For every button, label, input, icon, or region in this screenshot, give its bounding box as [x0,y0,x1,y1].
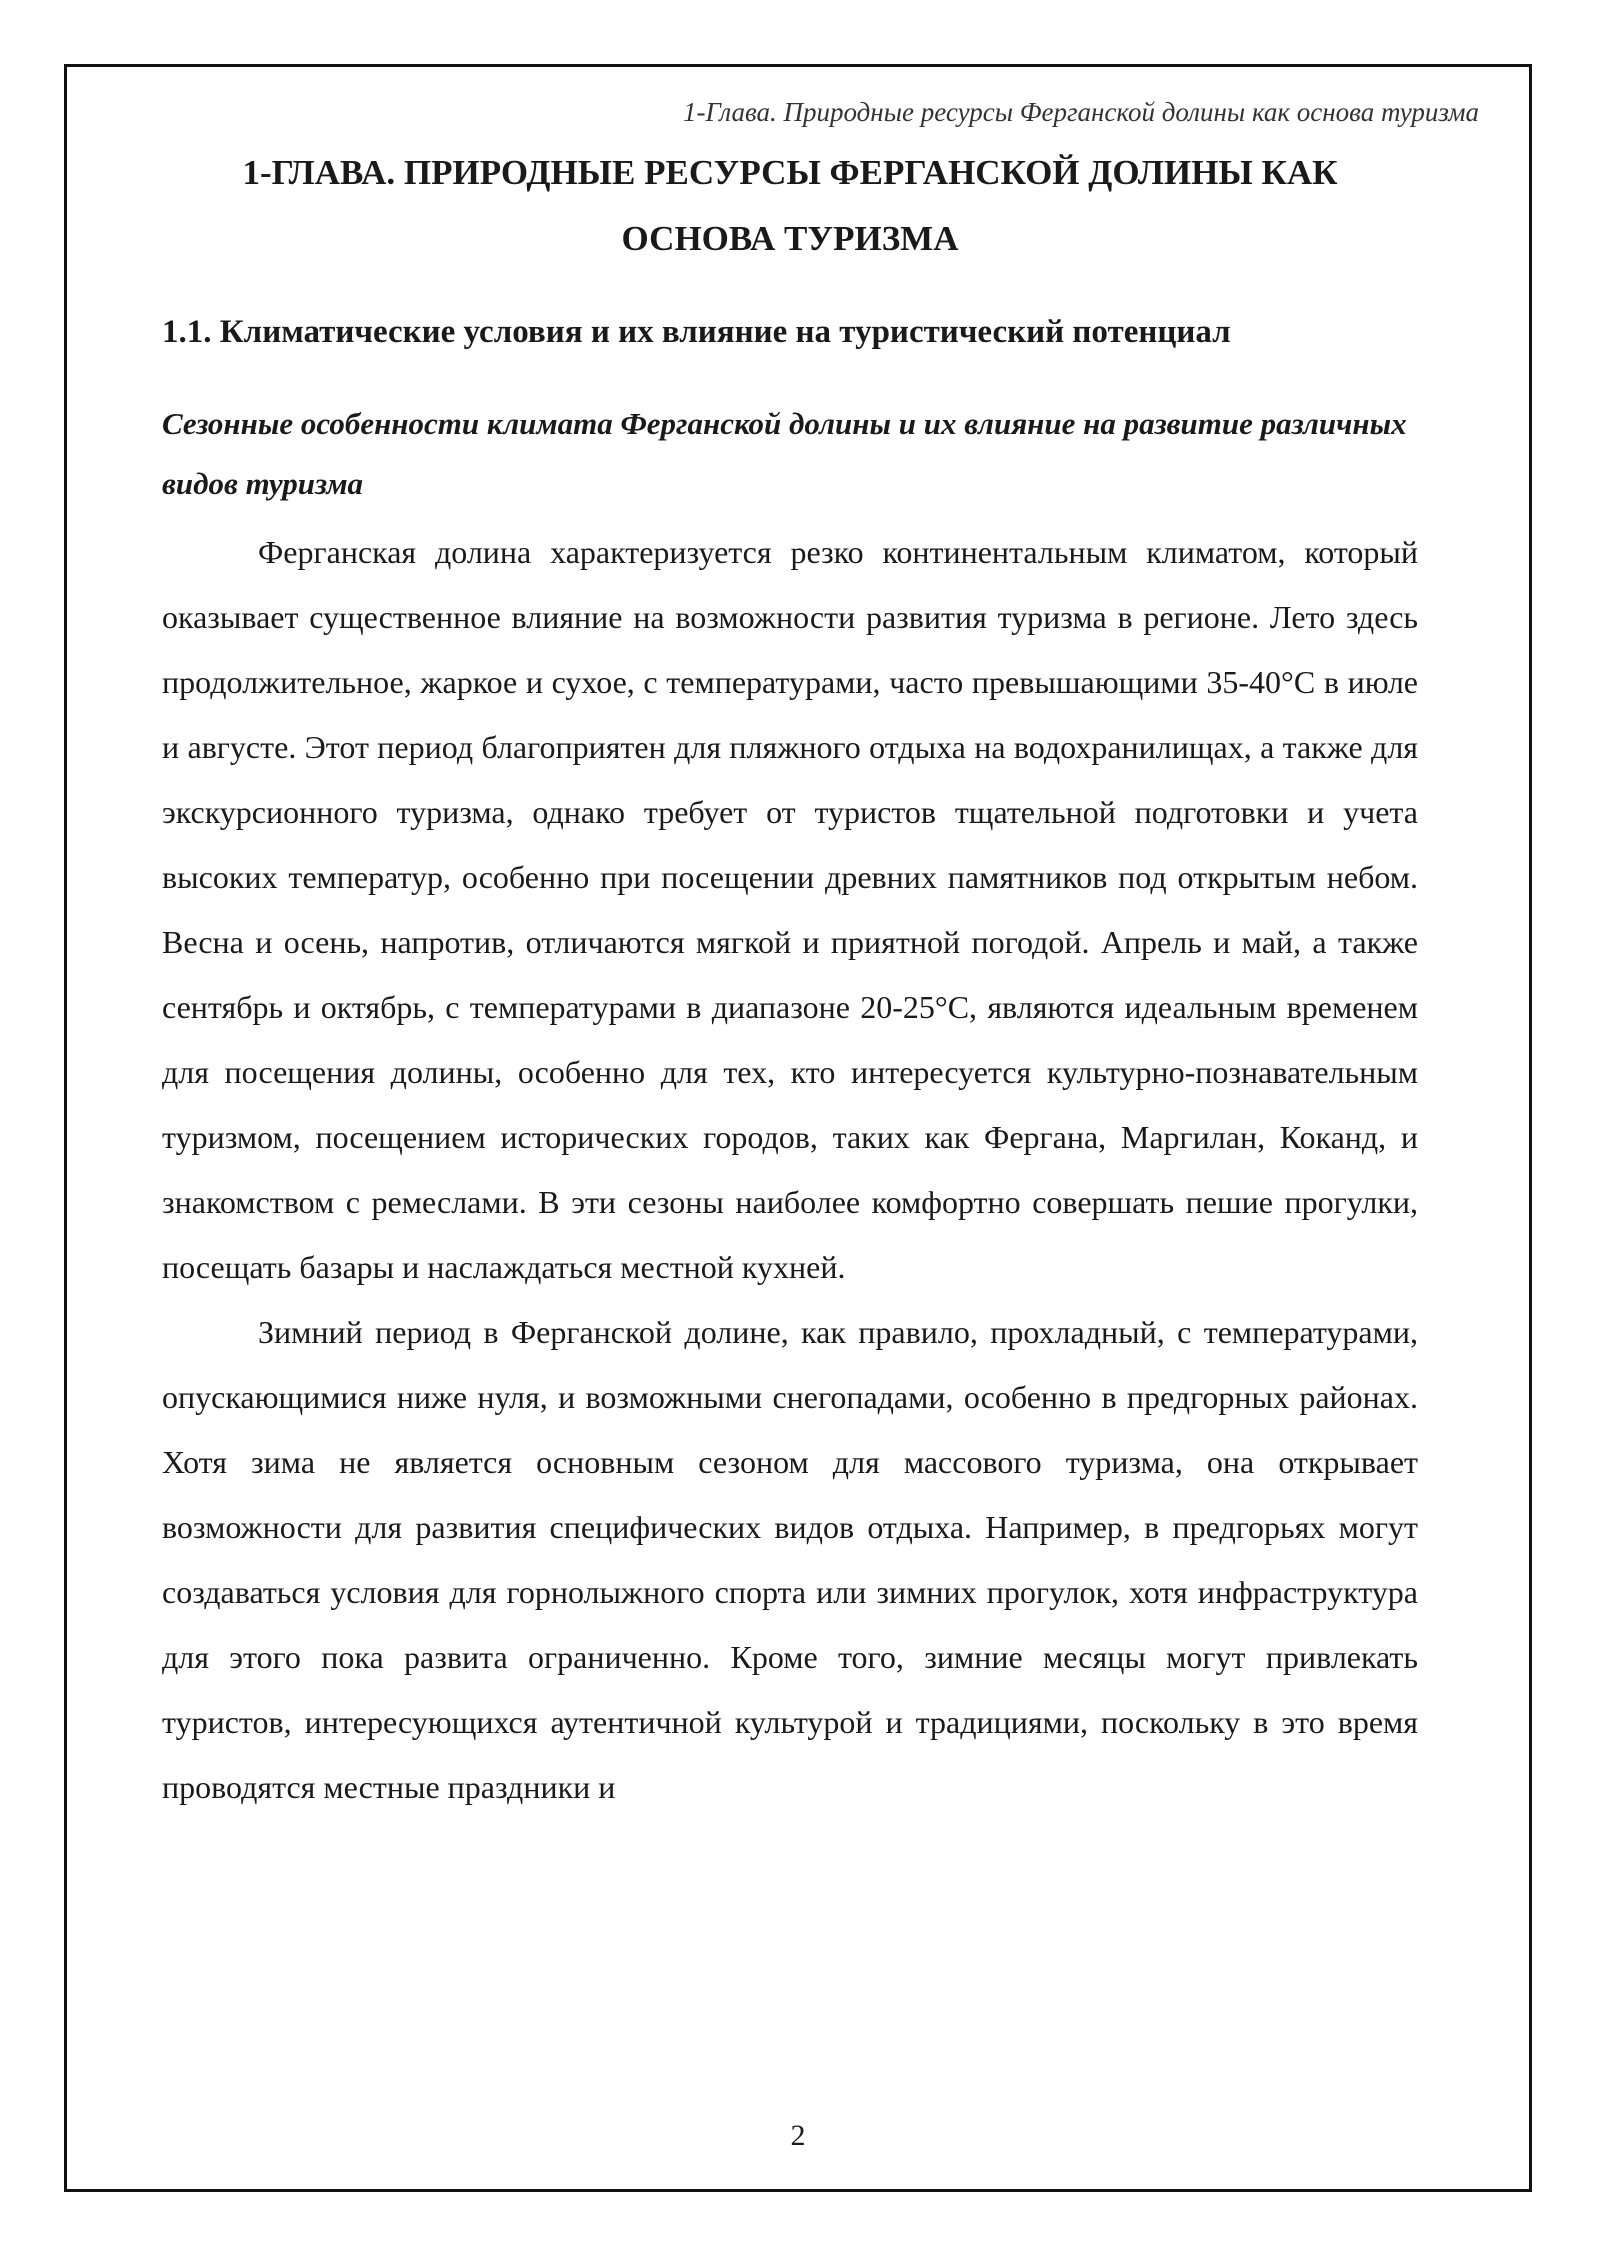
page-number: 2 [790,2119,806,2152]
paragraph-1: Ферганская долина характеризуется резко континентальным климатом, который оказывает существенное влияние на возможности развития туризма в регионе. Лето здесь продолжительное, жаркое и сухое, с температурами, часто превышающими 35-40°C в июле и августе. Этот период благоприятен для пляжного отдыха на водохранилищах, а также для экскурсионного туризма, однако требует от туристов тщательной подготовки и учета высоких температур, особенно при посещении древних памятников под открытым небом. Весна и осень, напротив, отличаются мягкой и приятной погодой. Апрель и май, а также сентябрь и октябрь, с температурами в диапазоне 20-25°C, являются идеальным временем для посещения долины, особенно для тех, кто интересуется культурно-познавательным туризмом, посещением исторических городов, таких как Фергана, Маргилан, Коканд, и знакомством с ремеслами. В эти сезоны наиболее комфортно совершать пешие прогулки, посещать базары и наслаждаться местной кухней. [162,534,1418,1285]
document-body [162,140,1418,1820]
chapter-title: 1-ГЛАВА. ПРИРОДНЫЕ РЕСУРСЫ ФЕРГАНСКОЙ ДОЛИНЫ КАК ОСНОВА ТУРИЗМА [242,153,1338,258]
section-title: 1.1. Климатические условия и их влияние на туристический потенциал [162,314,1231,350]
running-header: 1-Глава. Природные ресурсы Ферганской долины как основа туризма [682,97,1479,127]
subsection-title: Сезонные особенности климата Ферганской долины и их влияние на развитие различных видов туризма [162,406,1407,501]
paragraph-2: Зимний период в Ферганской долине, как правило, прохладный, с температурами, опускающимися ниже нуля, и возможными снегопадами, особенно в предгорных районах. Хотя зима не является основным сезоном для массового туризма, она открывает возможности для развития специфических видов отдыха. Например, в предгорьях могут создаваться условия для горнолыжного спорта или зимних прогулок, хотя инфраструктура для этого пока развита ограниченно. Кроме того, зимние месяцы могут привлекать туристов, интересующихся аутентичной культурой и традициями, поскольку в это время проводятся местные праздники и [162,1314,1418,1805]
